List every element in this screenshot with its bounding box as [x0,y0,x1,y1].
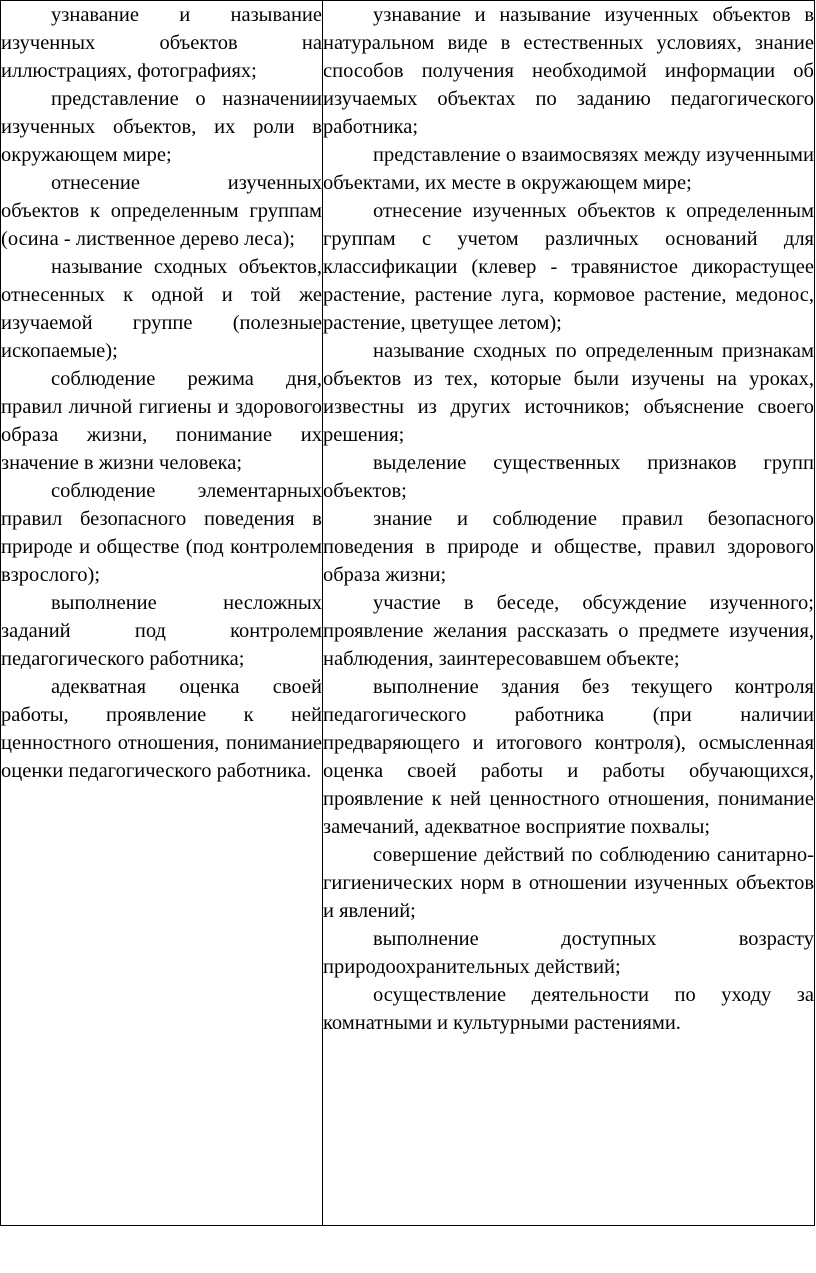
left-item-8: адекватная оценка своей работы, проявление к ней ценностного отношения, понимание оценки педагогического работника. [1,676,322,782]
right-item-10: выполнение доступных возрасту природоохранительных действий; [323,928,814,978]
right-item-6: знание и соблюдение правил безопасного поведения в природе и обществе, правил здорового образа жизни; [323,508,814,586]
right-item-3: отнесение изученных объектов к определенным группам с учетом различных оснований для классификации (клевер - травянистое дикорастущее растение, растение луга, кормовое растение, медонос, растение, цветущее летом); [323,200,814,334]
left-item-5: соблюдение режима дня, правил личной гигиены и здорового образа жизни, понимание их значение в жизни человека; [1,368,322,474]
right-item-5: выделение существенных признаков групп объектов; [323,452,814,502]
right-item-7: участие в беседе, обсуждение изученного; проявление желания рассказать о предмете изучения, наблюдения, заинтересовавшем объекте; [323,592,814,670]
right-item-2: представление о взаимосвязях между изученными объектами, их месте в окружающем мире; [323,144,814,194]
right-item-8: выполнение здания без текущего контроля педагогического работника (при наличии предваряющего и итогового контроля), осмысленная оценка своей работы и работы обучающихся, проявление к ней ценностного отношения, понимание замечаний, адекватное восприятие похвалы; [323,676,814,838]
left-item-3: отнесение изученных объектов к определенным группам (осина - лиственное дерево леса); [1,172,322,250]
right-item-9: совершение действий по соблюдению санитарно-гигиенических норм в отношении изученных объектов и явлений; [323,844,814,922]
right-item-1: узнавание и называние изученных объектов в натуральном виде в естественных условиях, знание способов получения необходимой информации об изучаемых объектах по заданию педагогического работника; [323,4,814,138]
right-item-11: осуществление деятельности по уходу за комнатными и культурными растениями. [323,984,814,1034]
left-column-cell [1,1,323,1226]
left-item-2: представление о назначении изученных объектов, их роли в окружающем мире; [1,88,322,166]
left-item-7: выполнение несложных заданий под контролем педагогического работника; [1,592,322,670]
table-row [1,1,815,1226]
right-item-4: называние сходных по определенным признакам объектов из тех, которые были изучены на уроках, известны из других источников; объяснение своего решения; [323,340,814,446]
right-column-cell [323,1,815,1226]
left-item-1: узнавание и называние изученных объектов на иллюстрациях, фотографиях; [1,4,322,82]
left-item-4: называние сходных объектов, отнесенных к одной и той же изучаемой группе (полезные ископаемые); [1,256,322,362]
left-item-6: соблюдение элементарных правил безопасного поведения в природе и обществе (под контролем взрослого); [1,480,322,586]
